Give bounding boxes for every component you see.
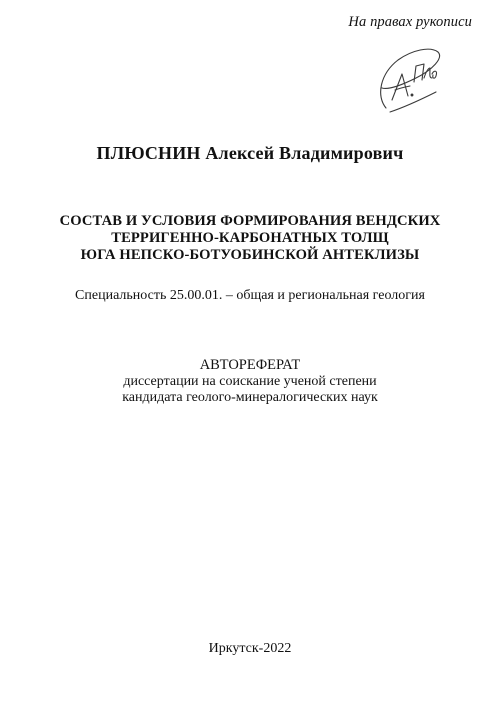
specialty-line: Специальность 25.00.01. – общая и региональная геология: [75, 288, 425, 303]
author-name: ПЛЮСНИН Алексей Владимирович: [96, 143, 404, 163]
handwritten-signature-icon: [372, 38, 444, 120]
title-line-1: СОСТАВ И УСЛОВИЯ ФОРМИРОВАНИЯ ВЕНДСКИХ: [59, 213, 441, 229]
abstract-block: [0, 357, 500, 406]
rights-note: На правах рукописи: [348, 14, 472, 30]
abstract-heading: АВТОРЕФЕРАТ: [199, 357, 301, 373]
title-line-3: ЮГА НЕПСКО-БОТУОБИНСКОЙ АНТЕКЛИЗЫ: [80, 247, 420, 263]
dissertation-title: [0, 213, 500, 264]
abstract-line-1: диссертации на соискание ученой степени: [123, 374, 377, 389]
abstract-line-2: кандидата геолого-минералогических наук: [122, 390, 378, 405]
city-year: Иркутск-2022: [208, 641, 292, 656]
title-line-2: ТЕРРИГЕННО-КАРБОНАТНЫХ ТОЛЩ: [111, 230, 389, 246]
